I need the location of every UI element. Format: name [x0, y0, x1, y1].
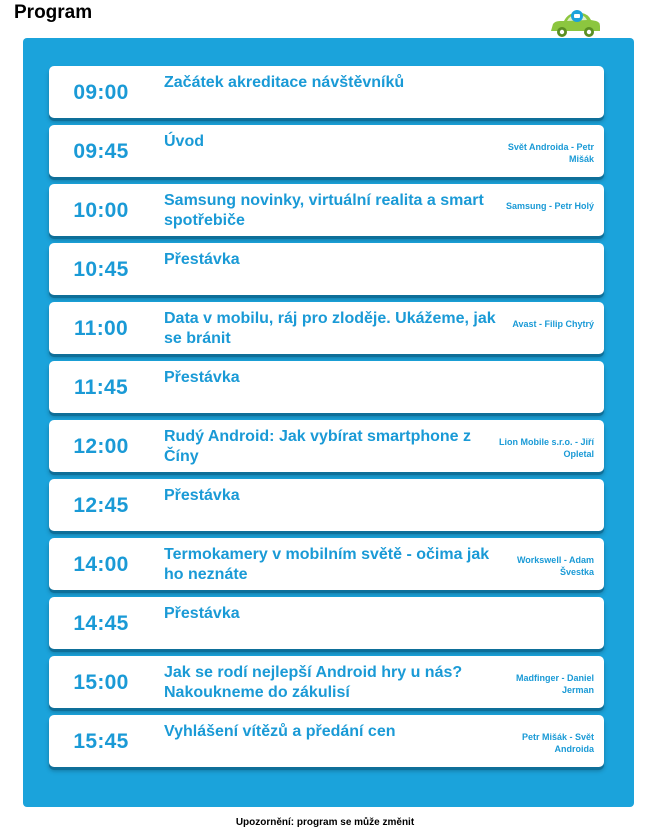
session-speaker: Lion Mobile s.r.o. - Jiří Opletal	[499, 437, 595, 459]
session-title: Jak se rodí nejlepší Android hry u nás? Nakoukneme do zákulisí	[164, 664, 463, 701]
session-title: Začátek akreditace návštěvníků	[164, 74, 405, 91]
session-time: 09:00	[73, 81, 129, 104]
program-change-notice: Upozornění: program se může změnit	[235, 817, 415, 828]
session-title: Úvod	[164, 133, 204, 150]
schedule-row	[49, 125, 604, 177]
session-time: 09:45	[73, 140, 129, 163]
session-speaker: Avast - Filip Chytrý	[512, 319, 594, 329]
session-title: Vyhlášení vítězů a předání cen	[164, 723, 396, 740]
session-time: 12:00	[73, 435, 129, 458]
session-time: 11:45	[73, 376, 129, 399]
session-title: Data v mobilu, ráj pro zloděje. Ukážeme, jak se bránit	[164, 310, 496, 347]
session-speaker: Samsung - Petr Holý	[505, 201, 594, 211]
session-title: Termokamery v mobilním světě - očima jak ho neznáte	[164, 546, 490, 583]
session-speaker: Svět Androida - Petr Mišák	[507, 142, 594, 164]
page-title: Program	[14, 2, 93, 23]
session-time: 10:45	[73, 258, 129, 281]
session-title: Přestávka	[164, 251, 240, 268]
session-speaker: Workswell - Adam Švestka	[516, 555, 594, 577]
program-panel	[23, 38, 634, 807]
schedule-row	[49, 656, 604, 708]
schedule-row	[49, 597, 604, 649]
schedule-row	[49, 184, 604, 236]
session-time: 15:45	[73, 730, 129, 753]
session-speaker: Petr Mišák - Svět Androida	[521, 732, 594, 754]
session-title: Přestávka	[164, 487, 240, 504]
schedule-row	[49, 420, 604, 472]
session-time: 11:00	[73, 317, 129, 340]
session-time: 14:00	[73, 553, 129, 576]
schedule-row	[49, 479, 604, 531]
schedule-row	[49, 715, 604, 767]
session-title: Přestávka	[164, 369, 240, 386]
session-time: 10:00	[73, 199, 129, 222]
session-title: Přestávka	[164, 605, 240, 622]
session-title: Samsung novinky, virtuální realita a smart spotřebiče	[164, 192, 484, 229]
schedule-row	[49, 302, 604, 354]
schedule-row	[49, 538, 604, 590]
session-title: Rudý Android: Jak vybírat smartphone z Číny	[164, 428, 472, 465]
session-speaker: Madfinger - Daniel Jerman	[515, 673, 594, 695]
car-logo-icon	[548, 9, 602, 39]
schedule-row	[49, 66, 604, 118]
session-time: 15:00	[73, 671, 129, 694]
schedule-row	[49, 243, 604, 295]
session-time: 14:45	[73, 612, 129, 635]
schedule-row	[49, 361, 604, 413]
session-time: 12:45	[73, 494, 129, 517]
